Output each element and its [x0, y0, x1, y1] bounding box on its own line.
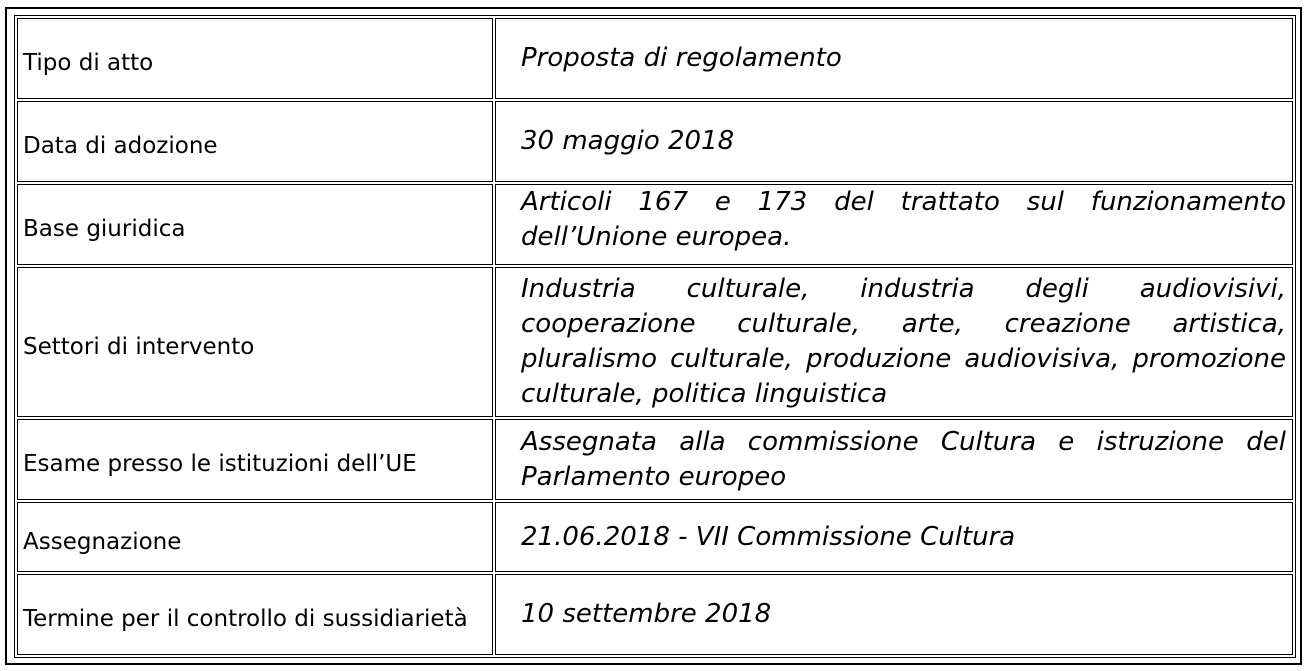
- row-value-assegnazione: 21.06.2018 - VII Commissione Cultura: [495, 502, 1293, 572]
- row-value-termine-sussidiarieta: 10 settembre 2018: [495, 574, 1293, 655]
- row-label-termine-sussidiarieta: Termine per il controllo di sussidiarietà: [17, 574, 493, 655]
- row-value-settori-di-intervento: Industria culturale, industria degli audiovisivi, cooperazione culturale, arte, creazione artistica, pluralismo culturale, produzione audiovisiva, promozione culturale, politica linguistica: [495, 267, 1293, 418]
- table-row: [17, 267, 1293, 418]
- table-row: [17, 574, 1293, 655]
- row-value-esame-istituzioni: Assegnata alla commissione Cultura e istruzione del Parlamento europeo: [495, 419, 1293, 500]
- row-label-esame-istituzioni: Esame presso le istituzioni dell’UE: [17, 419, 493, 500]
- table-row: [17, 184, 1293, 265]
- row-label-data-di-adozione: Data di adozione: [17, 101, 493, 182]
- table-row: [17, 502, 1293, 572]
- table-row: [17, 18, 1293, 99]
- info-table: [15, 16, 1295, 657]
- row-label-base-giuridica: Base giuridica: [17, 184, 493, 265]
- table-row: [17, 419, 1293, 500]
- row-value-base-giuridica: Articoli 167 e 173 del trattato sul funzionamento dell’Unione europea.: [495, 184, 1293, 265]
- row-value-data-di-adozione: 30 maggio 2018: [495, 101, 1293, 182]
- table-row: [17, 101, 1293, 182]
- row-label-tipo-di-atto: Tipo di atto: [17, 18, 493, 99]
- row-value-tipo-di-atto: Proposta di regolamento: [495, 18, 1293, 99]
- row-label-assegnazione: Assegnazione: [17, 502, 493, 572]
- row-label-settori-di-intervento: Settori di intervento: [17, 267, 493, 418]
